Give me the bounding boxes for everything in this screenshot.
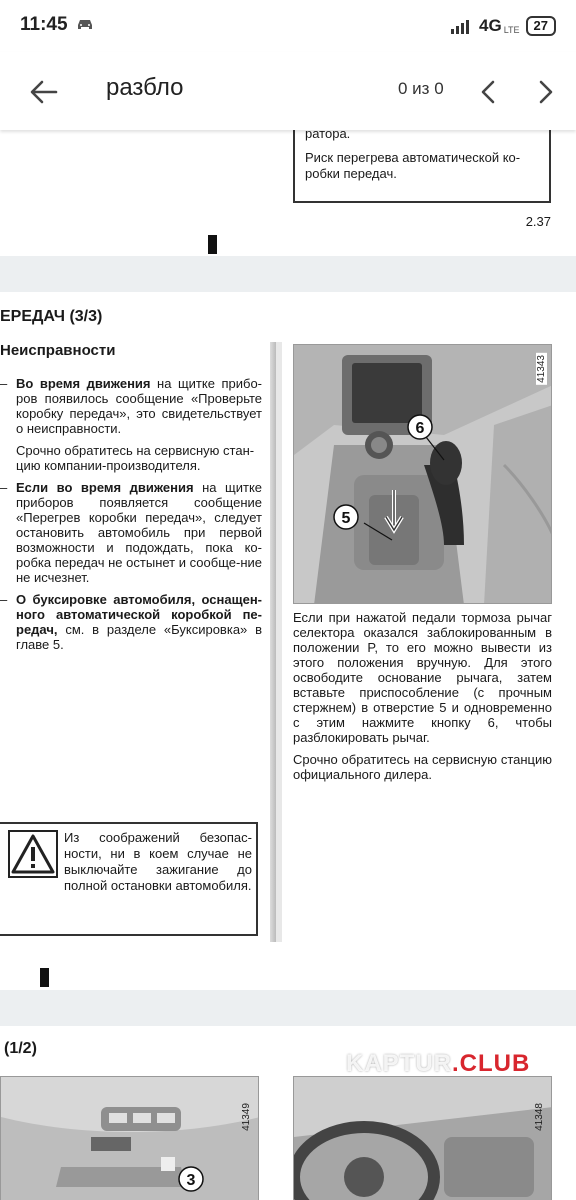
callout-3: 3 bbox=[186, 1172, 196, 1189]
paragraph: Срочно обратитесь на сервисную станцию официального дилера. bbox=[293, 752, 552, 782]
status-time: 11:45 bbox=[20, 14, 68, 35]
subsection-title: Неисправности bbox=[0, 342, 116, 359]
figure-ref: 41348 bbox=[534, 1103, 545, 1131]
signal-icon bbox=[451, 18, 473, 34]
gear-selector-figure bbox=[293, 344, 552, 604]
warning-text: Из соображений безопас-ности, ни в коем случае не выключайте зажигание до полной остановки автомобиля. bbox=[64, 830, 252, 893]
page-number: 2.37 bbox=[525, 214, 551, 229]
warning-box bbox=[0, 822, 258, 936]
list-item: – Если во время движения на щитке приборов появляется сообщение «Перегрев коробки передач», следует остановить автомобиль при первой возможности и подождать, пока ко-робка передач не остынет и сообще-ние не исчезнет. bbox=[0, 480, 263, 585]
watermark-brand: KAPTUR bbox=[346, 1050, 452, 1077]
box-line-1: ратора. bbox=[305, 130, 351, 141]
page-fragment-middle bbox=[0, 292, 576, 990]
item-text: на щитке приборов появляется сообщение «Перегрев коробки передач», следует остановить автомобиль при первой возможности и подождать, пока ко-робка передач не остынет и сообще-ние не исчезнет. bbox=[16, 480, 263, 585]
car-mode-icon bbox=[76, 18, 94, 30]
status-bar bbox=[0, 0, 576, 52]
watermark bbox=[346, 1050, 530, 1078]
gear-selector-illustration bbox=[294, 345, 552, 604]
network-type: 4G bbox=[479, 16, 502, 35]
status-indicators bbox=[451, 14, 556, 38]
list-item: – Во время движения на щитке прибо-ров появилось сообщение «Проверьте коробку передач», это свидетельствует о неисправности. bbox=[0, 376, 262, 436]
interior-light-figure bbox=[0, 1076, 259, 1200]
warning-triangle-icon bbox=[8, 830, 58, 878]
page-separator bbox=[0, 990, 576, 1026]
box-line-2: Риск перегрева автоматической ко-робки передач. bbox=[305, 150, 521, 181]
item-bold: Во время движения bbox=[16, 376, 151, 391]
item-text: см. в разделе «Буксировка» в главе 5. bbox=[16, 622, 262, 652]
watermark-suffix: .CLUB bbox=[452, 1050, 531, 1077]
column-shadow-right bbox=[276, 342, 282, 942]
battery-indicator: 27 bbox=[526, 16, 556, 36]
match-count: 0 из 0 bbox=[398, 79, 444, 98]
figure-ref: 41343 bbox=[536, 355, 547, 383]
search-query[interactable]: разбло bbox=[106, 74, 184, 101]
paragraph: Если при нажатой педали тормоза рычаг селектора оказался заблокированным в положении P, то его можно вывести из этого положения вручную. Для этого освободите основание рычага, затем вставьте приспособление (с прочным стержнем) в отверстие 5 и одновременно с этим нажмите кнопку 6, чтобы разблокировать рычаг. bbox=[293, 610, 552, 745]
callout-6: 6 bbox=[415, 420, 425, 437]
callout-5: 5 bbox=[341, 510, 351, 527]
list-note: Срочно обратитесь на сервисную стан-цию компании-производителя. bbox=[16, 443, 255, 473]
back-arrow-icon[interactable] bbox=[26, 74, 62, 110]
right-column-text bbox=[293, 610, 552, 789]
page-separator bbox=[0, 256, 576, 292]
chevron-up-icon[interactable] bbox=[474, 74, 502, 110]
figure-ref: 41349 bbox=[241, 1103, 252, 1131]
item-text: на щитке прибо-ров появилось сообщение «Проверьте коробку передач», это свидетельствует о неисправности. bbox=[16, 376, 262, 436]
interior-light-illustration bbox=[1, 1077, 259, 1200]
steering-illustration bbox=[294, 1077, 552, 1200]
item-bold: О буксировке автомобиля, оснащен-ного автоматической коробкой пе-редач, bbox=[16, 592, 262, 637]
page-fragment-top bbox=[0, 130, 576, 256]
network-sub: LTE bbox=[503, 25, 520, 35]
watermark-logo-icon bbox=[276, 1052, 300, 1076]
page-marker bbox=[40, 968, 49, 987]
section-title: (1/2) bbox=[4, 1040, 37, 1057]
chevron-down-icon[interactable] bbox=[532, 74, 560, 110]
steering-figure bbox=[293, 1076, 552, 1200]
page-marker bbox=[208, 235, 217, 254]
list-item: – О буксировке автомобиля, оснащен-ного автоматической коробкой пе-редач, см. в разделе «Буксировка» в главе 5. bbox=[0, 592, 262, 652]
document-viewer[interactable] bbox=[0, 130, 576, 1200]
search-toolbar bbox=[0, 52, 576, 130]
warning-box-top bbox=[293, 130, 551, 203]
item-bold: Если во время движения bbox=[16, 480, 194, 495]
left-column bbox=[0, 364, 262, 659]
section-title: ЕРЕДАЧ (3/3) bbox=[0, 308, 103, 325]
